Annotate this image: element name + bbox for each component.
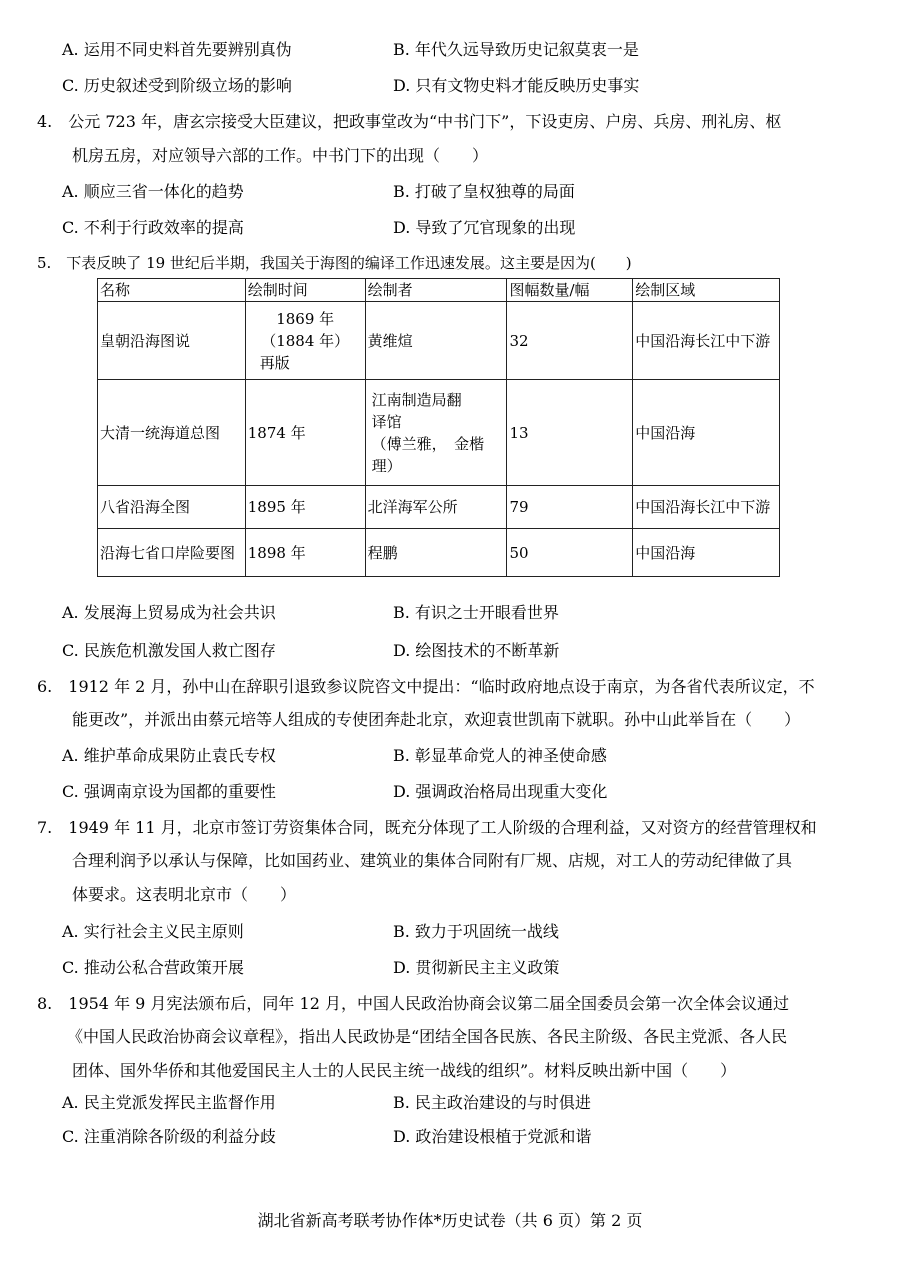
q5-option-d: D. 绘图技术的不断革新	[393, 641, 560, 660]
q8-option-b: B. 民主政治建设的与时俱进	[393, 1093, 591, 1112]
q4-option-a: A. 顺应三省一体化的趋势	[62, 182, 244, 201]
q8-stem-line-1: 8. 1954 年 9 月宪法颁布后，同年 12 月，中国人民政治协商会议第二届全国委员会第一次全体会议通过	[37, 994, 789, 1013]
header-count: 图幅数量/幅	[507, 279, 633, 302]
cell-author-line: 理）	[371, 456, 402, 475]
cell-author-line: 译馆	[371, 412, 402, 431]
q8-stem-line-3: 团体、国外华侨和其他爱国民主人士的人民民主统一战线的组织”。材料反映出新中国（ ）	[72, 1061, 737, 1080]
table-row	[98, 486, 780, 529]
table-row	[98, 302, 780, 380]
cell-author-line: 江南制造局翻	[371, 390, 462, 409]
q7-option-a: A. 实行社会主义民主原则	[62, 922, 244, 941]
q7-stem-line-3: 体要求。这表明北京市（ ）	[72, 885, 297, 904]
q6-option-a: A. 维护革命成果防止袁氏专权	[62, 746, 276, 765]
q7-stem-line-2: 合理利润予以承认与保障，比如国药业、建筑业的集体合同附有厂规、店规，对工人的劳动纪律做了具	[72, 851, 793, 870]
q3-option-c: C. 历史叙述受到阶级立场的影响	[62, 76, 292, 95]
q8-option-c: C. 注重消除各阶级的利益分歧	[62, 1127, 276, 1146]
q5-stem: 5. 下表反映了 19 世纪后半期，我国关于海图的编译工作迅速发展。这主要是因为( )	[37, 254, 632, 272]
cell-time-line: （1884 年）	[261, 331, 350, 350]
q4-stem-line-1: 4. 公元 723 年，唐玄宗接受大臣建议，把政事堂改为“中书门下”，下设吏房、户房、兵房、刑礼房、枢	[37, 112, 782, 131]
q6-stem-line-1: 6. 1912 年 2 月，孙中山在辞职引退致参议院咨文中提出：“临时政府地点设于南京，为各省代表所议定，不	[37, 677, 815, 696]
cell-author: 程鹏	[365, 529, 507, 577]
q7-stem-line-1: 7. 1949 年 11 月，北京市签订劳资集体合同，既充分体现了工人阶级的合理利益，又对资方的经营管理权和	[37, 818, 817, 837]
q6-option-d: D. 强调政治格局出现重大变化	[393, 782, 608, 801]
header-region: 绘制区域	[633, 279, 780, 302]
header-author: 绘制者	[365, 279, 507, 302]
table-row	[98, 380, 780, 486]
cell-region: 中国沿海长江中下游	[633, 302, 780, 380]
cell-count: 13	[507, 380, 633, 486]
header-name: 名称	[98, 279, 246, 302]
q5-option-c: C. 民族危机激发国人救亡图存	[62, 641, 276, 660]
cell-count: 79	[507, 486, 633, 529]
q8-option-a: A. 民主党派发挥民主监督作用	[62, 1093, 276, 1112]
cell-count: 32	[507, 302, 633, 380]
q4-option-b: B. 打破了皇权独尊的局面	[393, 182, 575, 201]
q5-option-a: A. 发展海上贸易成为社会共识	[62, 603, 276, 622]
cell-author: 北洋海军公所	[365, 486, 507, 529]
cell-name: 大清一统海道总图	[98, 380, 246, 486]
page-footer: 湖北省新高考联考协作体*历史试卷（共 6 页）第 2 页	[257, 1211, 643, 1230]
cell-region: 中国沿海	[633, 380, 780, 486]
q4-option-d: D. 导致了冗官现象的出现	[393, 218, 576, 237]
q6-option-c: C. 强调南京设为国都的重要性	[62, 782, 276, 801]
cell-time: 1895 年	[245, 486, 365, 529]
cell-count: 50	[507, 529, 633, 577]
cell-region: 中国沿海长江中下游	[633, 486, 780, 529]
cell-time	[245, 302, 365, 380]
q7-option-d: D. 贯彻新民主主义政策	[393, 958, 560, 977]
q4-option-c: C. 不利于行政效率的提高	[62, 218, 244, 237]
table-row	[98, 529, 780, 577]
cell-author: 黄维煊	[365, 302, 507, 380]
q3-option-b: B. 年代久远导致历史记叙莫衷一是	[393, 40, 639, 59]
q5-option-b: B. 有识之士开眼看世界	[393, 603, 559, 622]
cell-name: 皇朝沿海图说	[98, 302, 246, 380]
cell-name: 沿海七省口岸险要图	[98, 529, 246, 577]
q8-stem-line-2: 《中国人民政治协商会议章程》，指出人民政协是“团结全国各民族、各民主阶级、各民主党派、各人民	[67, 1027, 788, 1046]
cell-name: 八省沿海全图	[98, 486, 246, 529]
q3-option-a: A. 运用不同史料首先要辨别真伪	[62, 40, 292, 59]
q6-option-b: B. 彰显革命党人的神圣使命感	[393, 746, 607, 765]
cell-author	[365, 380, 507, 486]
cell-time-line: 1869 年	[276, 309, 335, 328]
header-time: 绘制时间	[245, 279, 365, 302]
q6-stem-line-2: 能更改”，并派出由蔡元培等人组成的专使团奔赴北京，欢迎袁世凯南下就职。孙中山此举旨在（ ）	[72, 710, 801, 729]
q4-stem-line-2: 机房五房，对应领导六部的工作。中书门下的出现（ ）	[72, 146, 489, 165]
q7-option-c: C. 推动公私合营政策开展	[62, 958, 244, 977]
cell-time: 1898 年	[245, 529, 365, 577]
q8-option-d: D. 政治建设根植于党派和谐	[393, 1127, 592, 1146]
map-compilation-table	[97, 278, 780, 577]
cell-author-line: （傅兰雅， 金楷	[371, 434, 485, 453]
cell-region: 中国沿海	[633, 529, 780, 577]
q3-option-d: D. 只有文物史料才能反映历史事实	[393, 76, 640, 95]
cell-time: 1874 年	[245, 380, 365, 486]
table-header-row	[98, 279, 780, 302]
q7-option-b: B. 致力于巩固统一战线	[393, 922, 559, 941]
cell-time-line: 再版	[259, 353, 290, 372]
